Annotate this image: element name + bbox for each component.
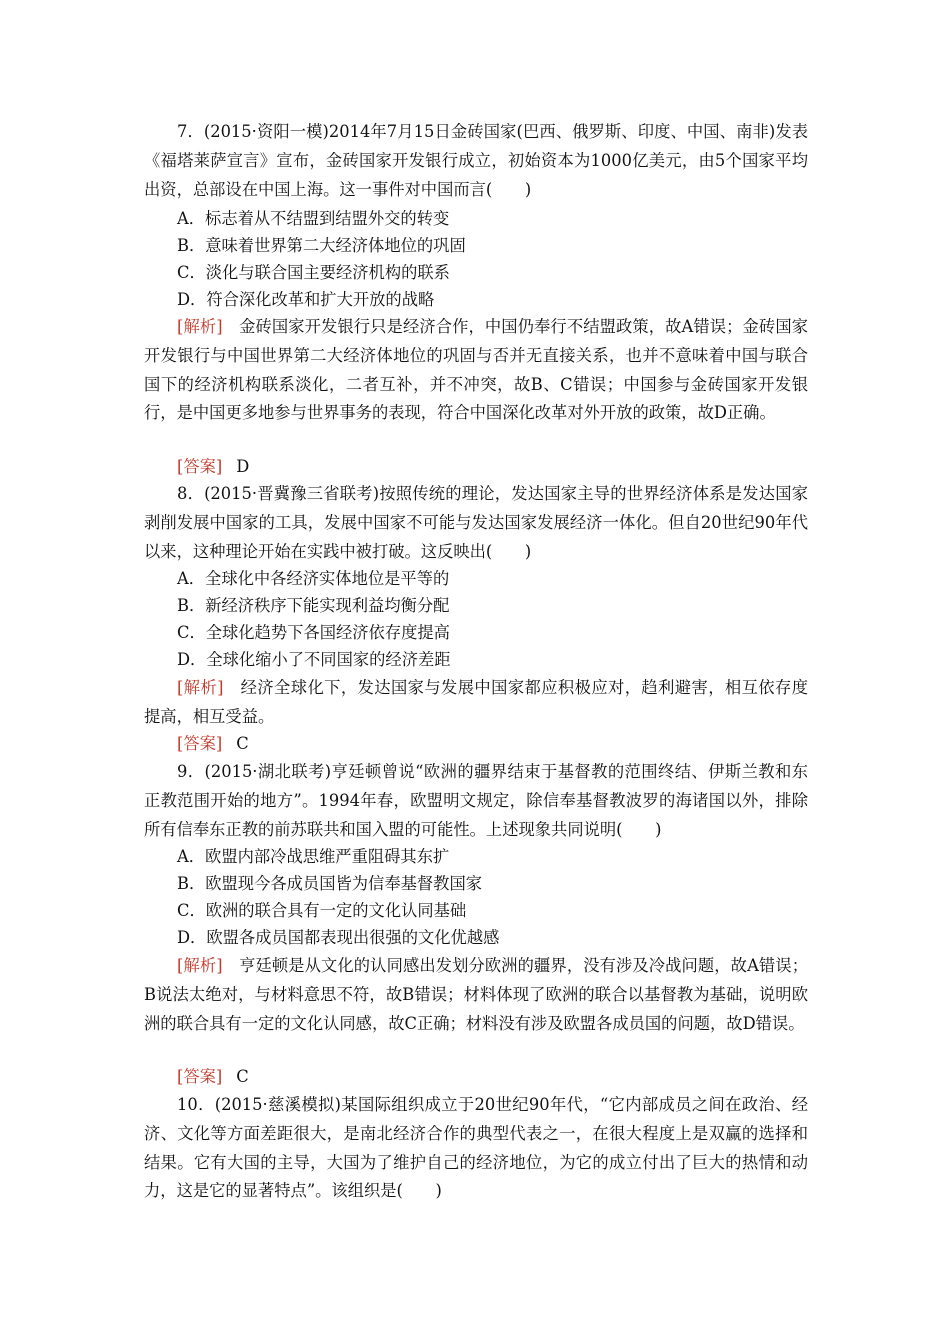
analysis-label: [解析] bbox=[177, 956, 223, 975]
question-7-stem: 7．(2015·资阳一模)2014年7月15日金砖国家(巴西、俄罗斯、印度、中国、南非)发表《福塔莱萨宣言》宣布，金砖国家开发银行成立，初始资本为1000亿美元，由5个国家平均出资，总部设在中国上海。这一事件对中国而言( ) bbox=[144, 122, 808, 199]
question-9-analysis bbox=[144, 952, 808, 1038]
question-8-analysis bbox=[144, 674, 808, 732]
question-8-option-b: B．新经济秩序下能实现利益均衡分配 bbox=[177, 596, 450, 615]
question-7-option-d: D．符合深化改革和扩大开放的战略 bbox=[177, 290, 435, 309]
question-7-analysis bbox=[144, 313, 808, 428]
analysis-text: 金砖国家开发银行只是经济合作，中国仍奉行不结盟政策，故A错误；金砖国家开发银行与中国世界第二大经济体地位的巩固与否并无直接关系，也并不意味着中国与联合国下的经济机构联系淡化，二者互补，并不冲突，故B、C错误；中国参与金砖国家开发银行，是中国更多地参与世界事务的表现，符合中国深化改革对外开放的政策，故D正确。 bbox=[144, 317, 808, 423]
question-9-option-c: C．欧洲的联合具有一定的文化认同基础 bbox=[177, 901, 467, 920]
answer-value: C bbox=[236, 734, 249, 753]
question-7-option-a: A．标志着从不结盟到结盟外交的转变 bbox=[177, 209, 450, 228]
question-8-stem: 8．(2015·晋冀豫三省联考)按照传统的理论，发达国家主导的世界经济体系是发达国家剥削发展中国家的工具，发展中国家不可能与发达国家发展经济一体化。但自20世纪90年代以来，这种理论开始在实践中被打破。这反映出( ) bbox=[144, 484, 808, 561]
answer-label: [答案] bbox=[177, 734, 223, 753]
question-8-answer bbox=[177, 730, 817, 759]
analysis-label: [解析] bbox=[177, 678, 224, 697]
answer-label: [答案] bbox=[177, 1067, 223, 1086]
analysis-label: [解析] bbox=[177, 317, 223, 336]
question-9-option-d: D．欧盟各成员国都表现出很强的文化优越感 bbox=[177, 928, 500, 947]
question-7-option-b: B．意味着世界第二大经济体地位的巩固 bbox=[177, 236, 466, 255]
analysis-text: 亨廷顿是从文化的认同感出发划分欧洲的疆界，没有涉及冷战问题，故A错误；B说法太绝对，与材料意思不符，故B错误；材料体现了欧洲的联合以基督教为基础，说明欧洲的联合具有一定的文化认同感，故C正确；材料没有涉及欧盟各成员国的问题，故D错误。 bbox=[144, 956, 808, 1033]
answer-label: [答案] bbox=[177, 457, 223, 476]
question-8-option-d: D．全球化缩小了不同国家的经济差距 bbox=[177, 650, 451, 669]
answer-value: C bbox=[236, 1067, 249, 1086]
question-8-option-c: C．全球化趋势下各国经济依存度提高 bbox=[177, 623, 450, 642]
question-9-answer bbox=[177, 1063, 817, 1092]
question-7-option-c: C．淡化与联合国主要经济机构的联系 bbox=[177, 263, 450, 282]
question-10-stem: 10．(2015·慈溪模拟)某国际组织成立于20世纪90年代，“它内部成员之间在政治、经济、文化等方面差距很大，是南北经济合作的典型代表之一，在很大程度上是双赢的选择和结果。它有大国的主导，大国为了维护自己的经济地位，为它的成立付出了巨大的热情和动力，这是它的显著特点”。该组织是( ) bbox=[144, 1095, 808, 1201]
question-9-option-a: A．欧盟内部冷战思维严重阻碍其东扩 bbox=[177, 847, 450, 866]
answer-value: D bbox=[236, 457, 250, 476]
analysis-text: 经济全球化下，发达国家与发展中国家都应积极应对，趋利避害，相互依存度提高，相互受益。 bbox=[144, 678, 808, 726]
question-8-option-a: A．全球化中各经济实体地位是平等的 bbox=[177, 569, 450, 588]
question-7-answer bbox=[177, 453, 817, 482]
question-9-option-b: B．欧盟现今各成员国皆为信奉基督教国家 bbox=[177, 874, 483, 893]
question-9-stem: 9．(2015·湖北联考)亨廷顿曾说“欧洲的疆界结束于基督教的范围终结、伊斯兰教和东正教范围开始的地方”。1994年春，欧盟明文规定，除信奉基督教波罗的海诸国以外，排除所有信奉东正教的前苏联共和国入盟的可能性。上述现象共同说明( ) bbox=[144, 762, 808, 839]
